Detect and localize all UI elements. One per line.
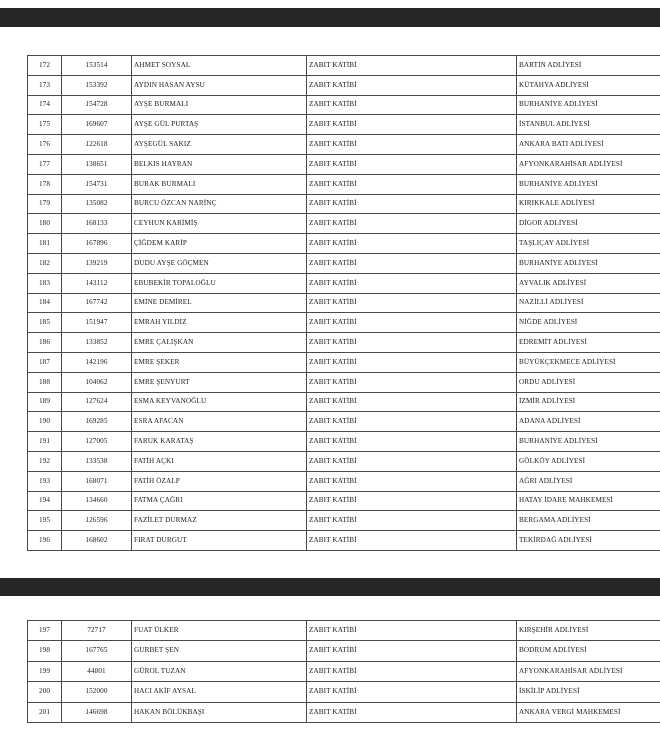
full-name-cell: FUAT ÜLKER	[132, 621, 307, 641]
table-row	[28, 234, 660, 254]
job-title-cell: ZABIT KATİBİ	[307, 154, 517, 174]
court-assignment-cell: KIRŞEHİR ADLİYESİ	[517, 621, 660, 641]
registry-number-cell: 167896	[62, 234, 132, 254]
personnel-table-body	[28, 56, 660, 551]
personnel-table	[27, 55, 660, 551]
row-number-cell: 184	[28, 293, 62, 313]
job-title-cell: ZABIT KATİBİ	[307, 432, 517, 452]
job-title-cell: ZABIT KATİBİ	[307, 75, 517, 95]
full-name-cell: BELKIS HAYRAN	[132, 154, 307, 174]
row-number-cell: 196	[28, 531, 62, 551]
full-name-cell: BURAK BURMALI	[132, 174, 307, 194]
row-number-cell: 175	[28, 115, 62, 135]
registry-number-cell: 126596	[62, 511, 132, 531]
table-row	[28, 75, 660, 95]
registry-number-cell: 151947	[62, 313, 132, 333]
registry-number-cell: 154728	[62, 95, 132, 115]
court-assignment-cell: GÖLKÖY ADLİYESİ	[517, 451, 660, 471]
table-row	[28, 621, 660, 641]
table-row	[28, 135, 660, 155]
registry-number-cell: 167742	[62, 293, 132, 313]
row-number-cell: 189	[28, 392, 62, 412]
job-title-cell: ZABIT KATİBİ	[307, 174, 517, 194]
table-row	[28, 531, 660, 551]
full-name-cell: FIRAT DURGUT	[132, 531, 307, 551]
full-name-cell: DUDU AYŞE GÖÇMEN	[132, 253, 307, 273]
document-page-1	[27, 55, 660, 551]
full-name-cell: BURCU ÖZCAN NARİNÇ	[132, 194, 307, 214]
row-number-cell: 185	[28, 313, 62, 333]
job-title-cell: ZABIT KATİBİ	[307, 194, 517, 214]
full-name-cell: GÜROL TUZAN	[132, 661, 307, 681]
table-row	[28, 56, 660, 76]
table-row	[28, 451, 660, 471]
job-title-cell: ZABIT KATİBİ	[307, 333, 517, 353]
court-assignment-cell: TAŞLIÇAY ADLİYESİ	[517, 234, 660, 254]
table-row	[28, 432, 660, 452]
registry-number-cell: 44801	[62, 661, 132, 681]
row-number-cell: 198	[28, 641, 62, 661]
table-row	[28, 392, 660, 412]
registry-number-cell: 168602	[62, 531, 132, 551]
page-separator-band	[0, 8, 660, 27]
registry-number-cell: 104062	[62, 372, 132, 392]
registry-number-cell: 138651	[62, 154, 132, 174]
job-title-cell: ZABIT KATİBİ	[307, 293, 517, 313]
table-row	[28, 661, 660, 681]
row-number-cell: 197	[28, 621, 62, 641]
full-name-cell: EMRE ŞENYURT	[132, 372, 307, 392]
court-assignment-cell: KIRIKKALE ADLİYESİ	[517, 194, 660, 214]
table-row	[28, 511, 660, 531]
court-assignment-cell: ANKARA BATI ADLİYESİ	[517, 135, 660, 155]
full-name-cell: GURBET ŞEN	[132, 641, 307, 661]
full-name-cell: ÇİĞDEM KARİP	[132, 234, 307, 254]
table-row	[28, 471, 660, 491]
court-assignment-cell: BARTIN ADLİYESİ	[517, 56, 660, 76]
job-title-cell: ZABIT KATİBİ	[307, 531, 517, 551]
job-title-cell: ZABIT KATİBİ	[307, 471, 517, 491]
job-title-cell: ZABIT KATİBİ	[307, 273, 517, 293]
row-number-cell: 191	[28, 432, 62, 452]
court-assignment-cell: BERGAMA ADLİYESİ	[517, 511, 660, 531]
job-title-cell: ZABIT KATİBİ	[307, 253, 517, 273]
job-title-cell: ZABIT KATİBİ	[307, 621, 517, 641]
row-number-cell: 179	[28, 194, 62, 214]
court-assignment-cell: İSTANBUL ADLİYESİ	[517, 115, 660, 135]
court-assignment-cell: BURHANİYE ADLİYESİ	[517, 432, 660, 452]
court-assignment-cell: DİGOR ADLİYESİ	[517, 214, 660, 234]
row-number-cell: 193	[28, 471, 62, 491]
job-title-cell: ZABIT KATİBİ	[307, 661, 517, 681]
full-name-cell: CEYHUN KARİMİŞ	[132, 214, 307, 234]
full-name-cell: HACI AKİF AYSAL	[132, 682, 307, 702]
table-row	[28, 372, 660, 392]
registry-number-cell: 167765	[62, 641, 132, 661]
table-row	[28, 313, 660, 333]
court-assignment-cell: AYVALIK ADLİYESİ	[517, 273, 660, 293]
job-title-cell: ZABIT KATİBİ	[307, 682, 517, 702]
table-row	[28, 352, 660, 372]
row-number-cell: 200	[28, 682, 62, 702]
court-assignment-cell: ORDU ADLİYESİ	[517, 372, 660, 392]
row-number-cell: 190	[28, 412, 62, 432]
registry-number-cell: 153514	[62, 56, 132, 76]
table-row	[28, 293, 660, 313]
court-assignment-cell: İZMİR ADLİYESİ	[517, 392, 660, 412]
job-title-cell: ZABIT KATİBİ	[307, 392, 517, 412]
court-assignment-cell: EDREMİT ADLİYESİ	[517, 333, 660, 353]
table-row	[28, 194, 660, 214]
registry-number-cell: 134660	[62, 491, 132, 511]
registry-number-cell: 154731	[62, 174, 132, 194]
personnel-table	[27, 620, 660, 723]
job-title-cell: ZABIT KATİBİ	[307, 352, 517, 372]
document-page-2	[27, 620, 660, 723]
job-title-cell: ZABIT KATİBİ	[307, 511, 517, 531]
row-number-cell: 195	[28, 511, 62, 531]
table-row	[28, 95, 660, 115]
court-assignment-cell: BURHANİYE ADLİYESİ	[517, 174, 660, 194]
court-assignment-cell: AĞRI ADLİYESİ	[517, 471, 660, 491]
full-name-cell: ESMA KEYVANOĞLU	[132, 392, 307, 412]
table-row	[28, 702, 660, 722]
job-title-cell: ZABIT KATİBİ	[307, 412, 517, 432]
full-name-cell: FATİH AÇKI	[132, 451, 307, 471]
job-title-cell: ZABIT KATİBİ	[307, 56, 517, 76]
registry-number-cell: 135082	[62, 194, 132, 214]
full-name-cell: EMRAH YILDIZ	[132, 313, 307, 333]
court-assignment-cell: NAZİLLİ ADLİYESİ	[517, 293, 660, 313]
job-title-cell: ZABIT KATİBİ	[307, 702, 517, 722]
court-assignment-cell: ADANA ADLİYESİ	[517, 412, 660, 432]
registry-number-cell: 127005	[62, 432, 132, 452]
row-number-cell: 186	[28, 333, 62, 353]
page-separator-band	[0, 578, 660, 596]
full-name-cell: ESRA AFACAN	[132, 412, 307, 432]
row-number-cell: 176	[28, 135, 62, 155]
full-name-cell: FARUK KARATAŞ	[132, 432, 307, 452]
row-number-cell: 178	[28, 174, 62, 194]
row-number-cell: 172	[28, 56, 62, 76]
full-name-cell: EMRE ÇALIŞKAN	[132, 333, 307, 353]
table-row	[28, 174, 660, 194]
court-assignment-cell: İSKİLİP ADLİYESİ	[517, 682, 660, 702]
registry-number-cell: 152000	[62, 682, 132, 702]
full-name-cell: FATİH ÖZALP	[132, 471, 307, 491]
court-assignment-cell: BÜYÜKÇEKMECE ADLİYESİ	[517, 352, 660, 372]
job-title-cell: ZABIT KATİBİ	[307, 372, 517, 392]
registry-number-cell: 169285	[62, 412, 132, 432]
registry-number-cell: 122618	[62, 135, 132, 155]
court-assignment-cell: KÜTAHYA ADLİYESİ	[517, 75, 660, 95]
registry-number-cell: 153392	[62, 75, 132, 95]
table-row	[28, 333, 660, 353]
full-name-cell: EBUBEKİR TOPALOĞLU	[132, 273, 307, 293]
row-number-cell: 194	[28, 491, 62, 511]
registry-number-cell: 133852	[62, 333, 132, 353]
job-title-cell: ZABIT KATİBİ	[307, 214, 517, 234]
registry-number-cell: 168071	[62, 471, 132, 491]
registry-number-cell: 72717	[62, 621, 132, 641]
job-title-cell: ZABIT KATİBİ	[307, 641, 517, 661]
table-row	[28, 491, 660, 511]
court-assignment-cell: BURHANİYE ADLİYESİ	[517, 253, 660, 273]
personnel-table-body	[28, 621, 660, 723]
row-number-cell: 201	[28, 702, 62, 722]
full-name-cell: EMİNE DEMİREL	[132, 293, 307, 313]
job-title-cell: ZABIT KATİBİ	[307, 491, 517, 511]
job-title-cell: ZABIT KATİBİ	[307, 135, 517, 155]
row-number-cell: 181	[28, 234, 62, 254]
table-row	[28, 412, 660, 432]
court-assignment-cell: HATAY İDARE MAHKEMESİ	[517, 491, 660, 511]
table-row	[28, 154, 660, 174]
row-number-cell: 180	[28, 214, 62, 234]
registry-number-cell: 168133	[62, 214, 132, 234]
row-number-cell: 177	[28, 154, 62, 174]
row-number-cell: 199	[28, 661, 62, 681]
registry-number-cell: 142196	[62, 352, 132, 372]
court-assignment-cell: AFYONKARAHİSAR ADLİYESİ	[517, 154, 660, 174]
table-row	[28, 273, 660, 293]
court-assignment-cell: NİĞDE ADLİYESİ	[517, 313, 660, 333]
registry-number-cell: 146698	[62, 702, 132, 722]
full-name-cell: HAKAN BÖLÜKBAŞI	[132, 702, 307, 722]
table-row	[28, 682, 660, 702]
row-number-cell: 182	[28, 253, 62, 273]
registry-number-cell: 133538	[62, 451, 132, 471]
job-title-cell: ZABIT KATİBİ	[307, 313, 517, 333]
full-name-cell: AYDIN HASAN AYSU	[132, 75, 307, 95]
court-assignment-cell: BURHANİYE ADLİYESİ	[517, 95, 660, 115]
job-title-cell: ZABIT KATİBİ	[307, 95, 517, 115]
court-assignment-cell: AFYONKARAHİSAR ADLİYESİ	[517, 661, 660, 681]
table-row	[28, 115, 660, 135]
full-name-cell: FAZİLET DURMAZ	[132, 511, 307, 531]
row-number-cell: 183	[28, 273, 62, 293]
full-name-cell: AYŞEGÜL SAKIZ	[132, 135, 307, 155]
full-name-cell: EMRE ŞEKER	[132, 352, 307, 372]
row-number-cell: 187	[28, 352, 62, 372]
registry-number-cell: 127624	[62, 392, 132, 412]
full-name-cell: AYŞE GÜL PURTAŞ	[132, 115, 307, 135]
registry-number-cell: 143112	[62, 273, 132, 293]
registry-number-cell: 169607	[62, 115, 132, 135]
full-name-cell: AYŞE BURMALI	[132, 95, 307, 115]
court-assignment-cell: TEKİRDAĞ ADLİYESİ	[517, 531, 660, 551]
row-number-cell: 173	[28, 75, 62, 95]
job-title-cell: ZABIT KATİBİ	[307, 451, 517, 471]
table-row	[28, 641, 660, 661]
job-title-cell: ZABIT KATİBİ	[307, 234, 517, 254]
row-number-cell: 174	[28, 95, 62, 115]
registry-number-cell: 139219	[62, 253, 132, 273]
full-name-cell: FATMA ÇAĞRI	[132, 491, 307, 511]
table-row	[28, 253, 660, 273]
full-name-cell: AHMET SOYSAL	[132, 56, 307, 76]
court-assignment-cell: ANKARA VERGİ MAHKEMESİ	[517, 702, 660, 722]
job-title-cell: ZABIT KATİBİ	[307, 115, 517, 135]
table-row	[28, 214, 660, 234]
court-assignment-cell: BODRUM ADLİYESİ	[517, 641, 660, 661]
row-number-cell: 188	[28, 372, 62, 392]
row-number-cell: 192	[28, 451, 62, 471]
